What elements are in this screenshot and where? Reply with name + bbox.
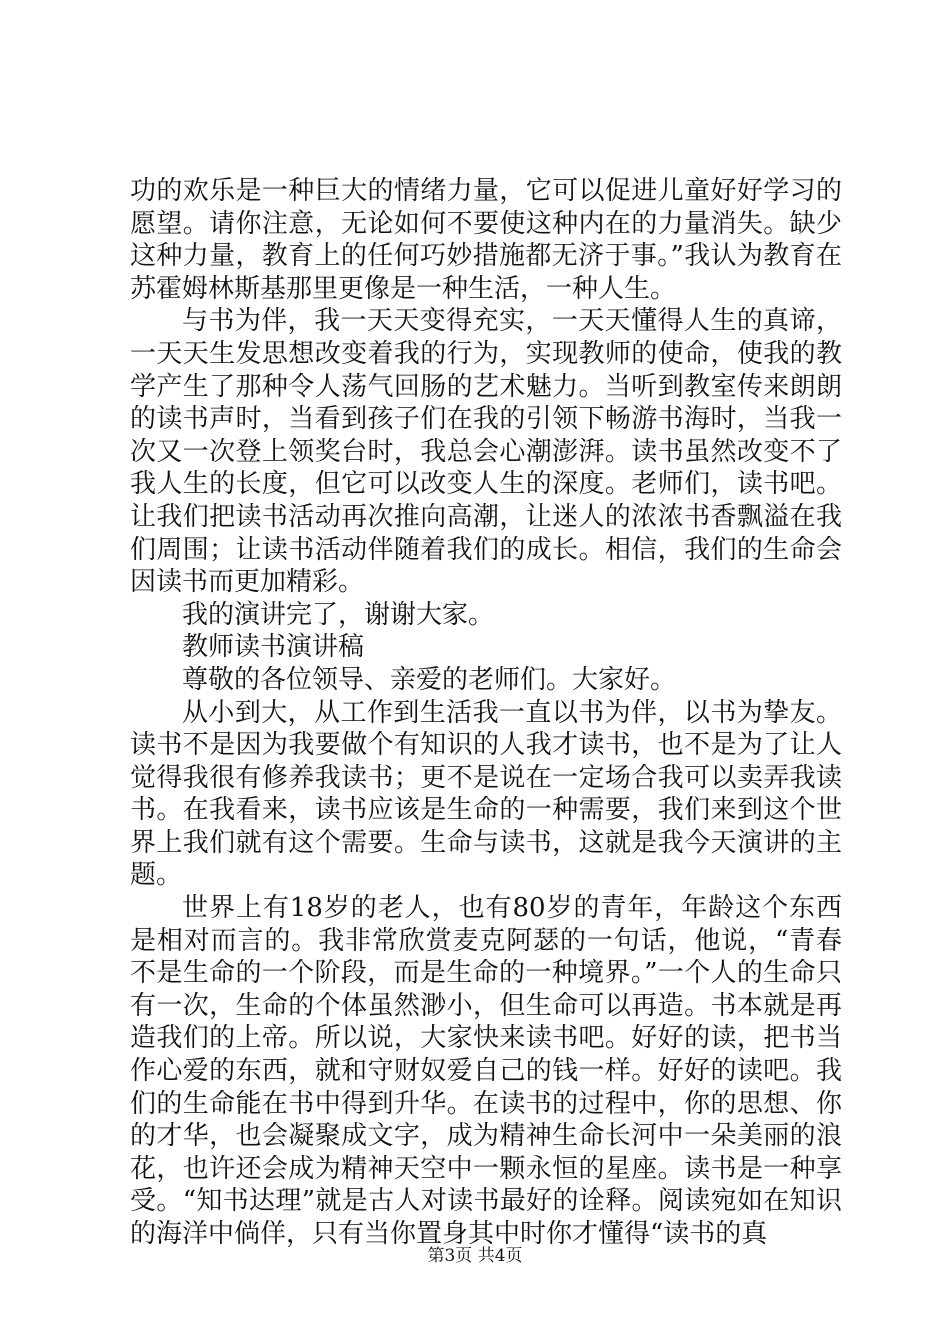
paragraph-2: 与书为伴，我一天天变得充实，一天天懂得人生的真谛，一天天生发思想改变着我的行为，实现教师的使命，使我的教学产生了那种令人荡气回肠的艺术魅力。当听到教室传来朗朗的读书声时，当看到孩子们在我的引领下畅游书海时，当我一次又一次登上领奖台时，我总会心潮澎湃。读书虽然改变不了我人生的长度，但它可以改变人生的深度。老师们，读书吧。让我们把读书活动再次推向高潮，让迷人的浓浓书香飘溢在我们周围；让读书活动伴随着我们的成长。相信，我们的生命会因读书而更加精彩。: [130, 306, 842, 598]
paragraph-3: 我的演讲完了，谢谢大家。: [182, 599, 495, 630]
paragraph-6: 从小到大，从工作到生活我一直以书为伴，以书为挚友。读书不是因为我要做个有知识的人我才读书，也不是为了让人觉得我很有修养我读书；更不是说在一定场合我可以卖弄我读书。在我看来，读书应该是生命的一种需要，我们来到这个世界上我们就有这个需要。生命与读书，这就是我今天演讲的主题。: [130, 697, 842, 891]
paragraph-1: 功的欢乐是一种巨大的情绪力量，它可以促进儿童好好学习的愿望。请你注意，无论如何不要使这种内在的力量消失。缺少这种力量，教育上的任何巧妙措施都无济于事。”我认为教育在苏霍姆林斯基那里更像是一种生活，一种人生。: [130, 176, 842, 304]
page-number: 第3页 共4页: [427, 1246, 523, 1266]
section-title: 教师读书演讲稿: [182, 632, 365, 663]
body-text: [130, 175, 842, 1251]
paragraph-7: 世界上有18岁的老人，也有80岁的青年，年龄这个东西是相对而言的。我非常欣赏麦克阿瑟的一句话，他说，“青春不是生命的一个阶段，而是生命的一种境界。”一个人的生命只有一次，生命的个体虽然渺小，但生命可以再造。书本就是再造我们的上帝。所以说，大家快来读书吧。好好的读，把书当作心爱的东西，就和守财奴爱自己的钱一样。好好的读吧。我们的生命能在书中得到升华。在读书的过程中，你的思想、你的才华，也会凝聚成文字，成为精神生命长河中一朵美丽的浪花，也许还会成为精神天空中一颗永恒的星座。读书是一种享受。“知书达理”就是古人对读书最好的诠释。阅读宛如在知识的海洋中倘佯，只有当你置身其中时你才懂得“读书的真: [130, 893, 842, 1249]
salutation: 尊敬的各位领导、亲爱的老师们。大家好。: [182, 664, 677, 695]
